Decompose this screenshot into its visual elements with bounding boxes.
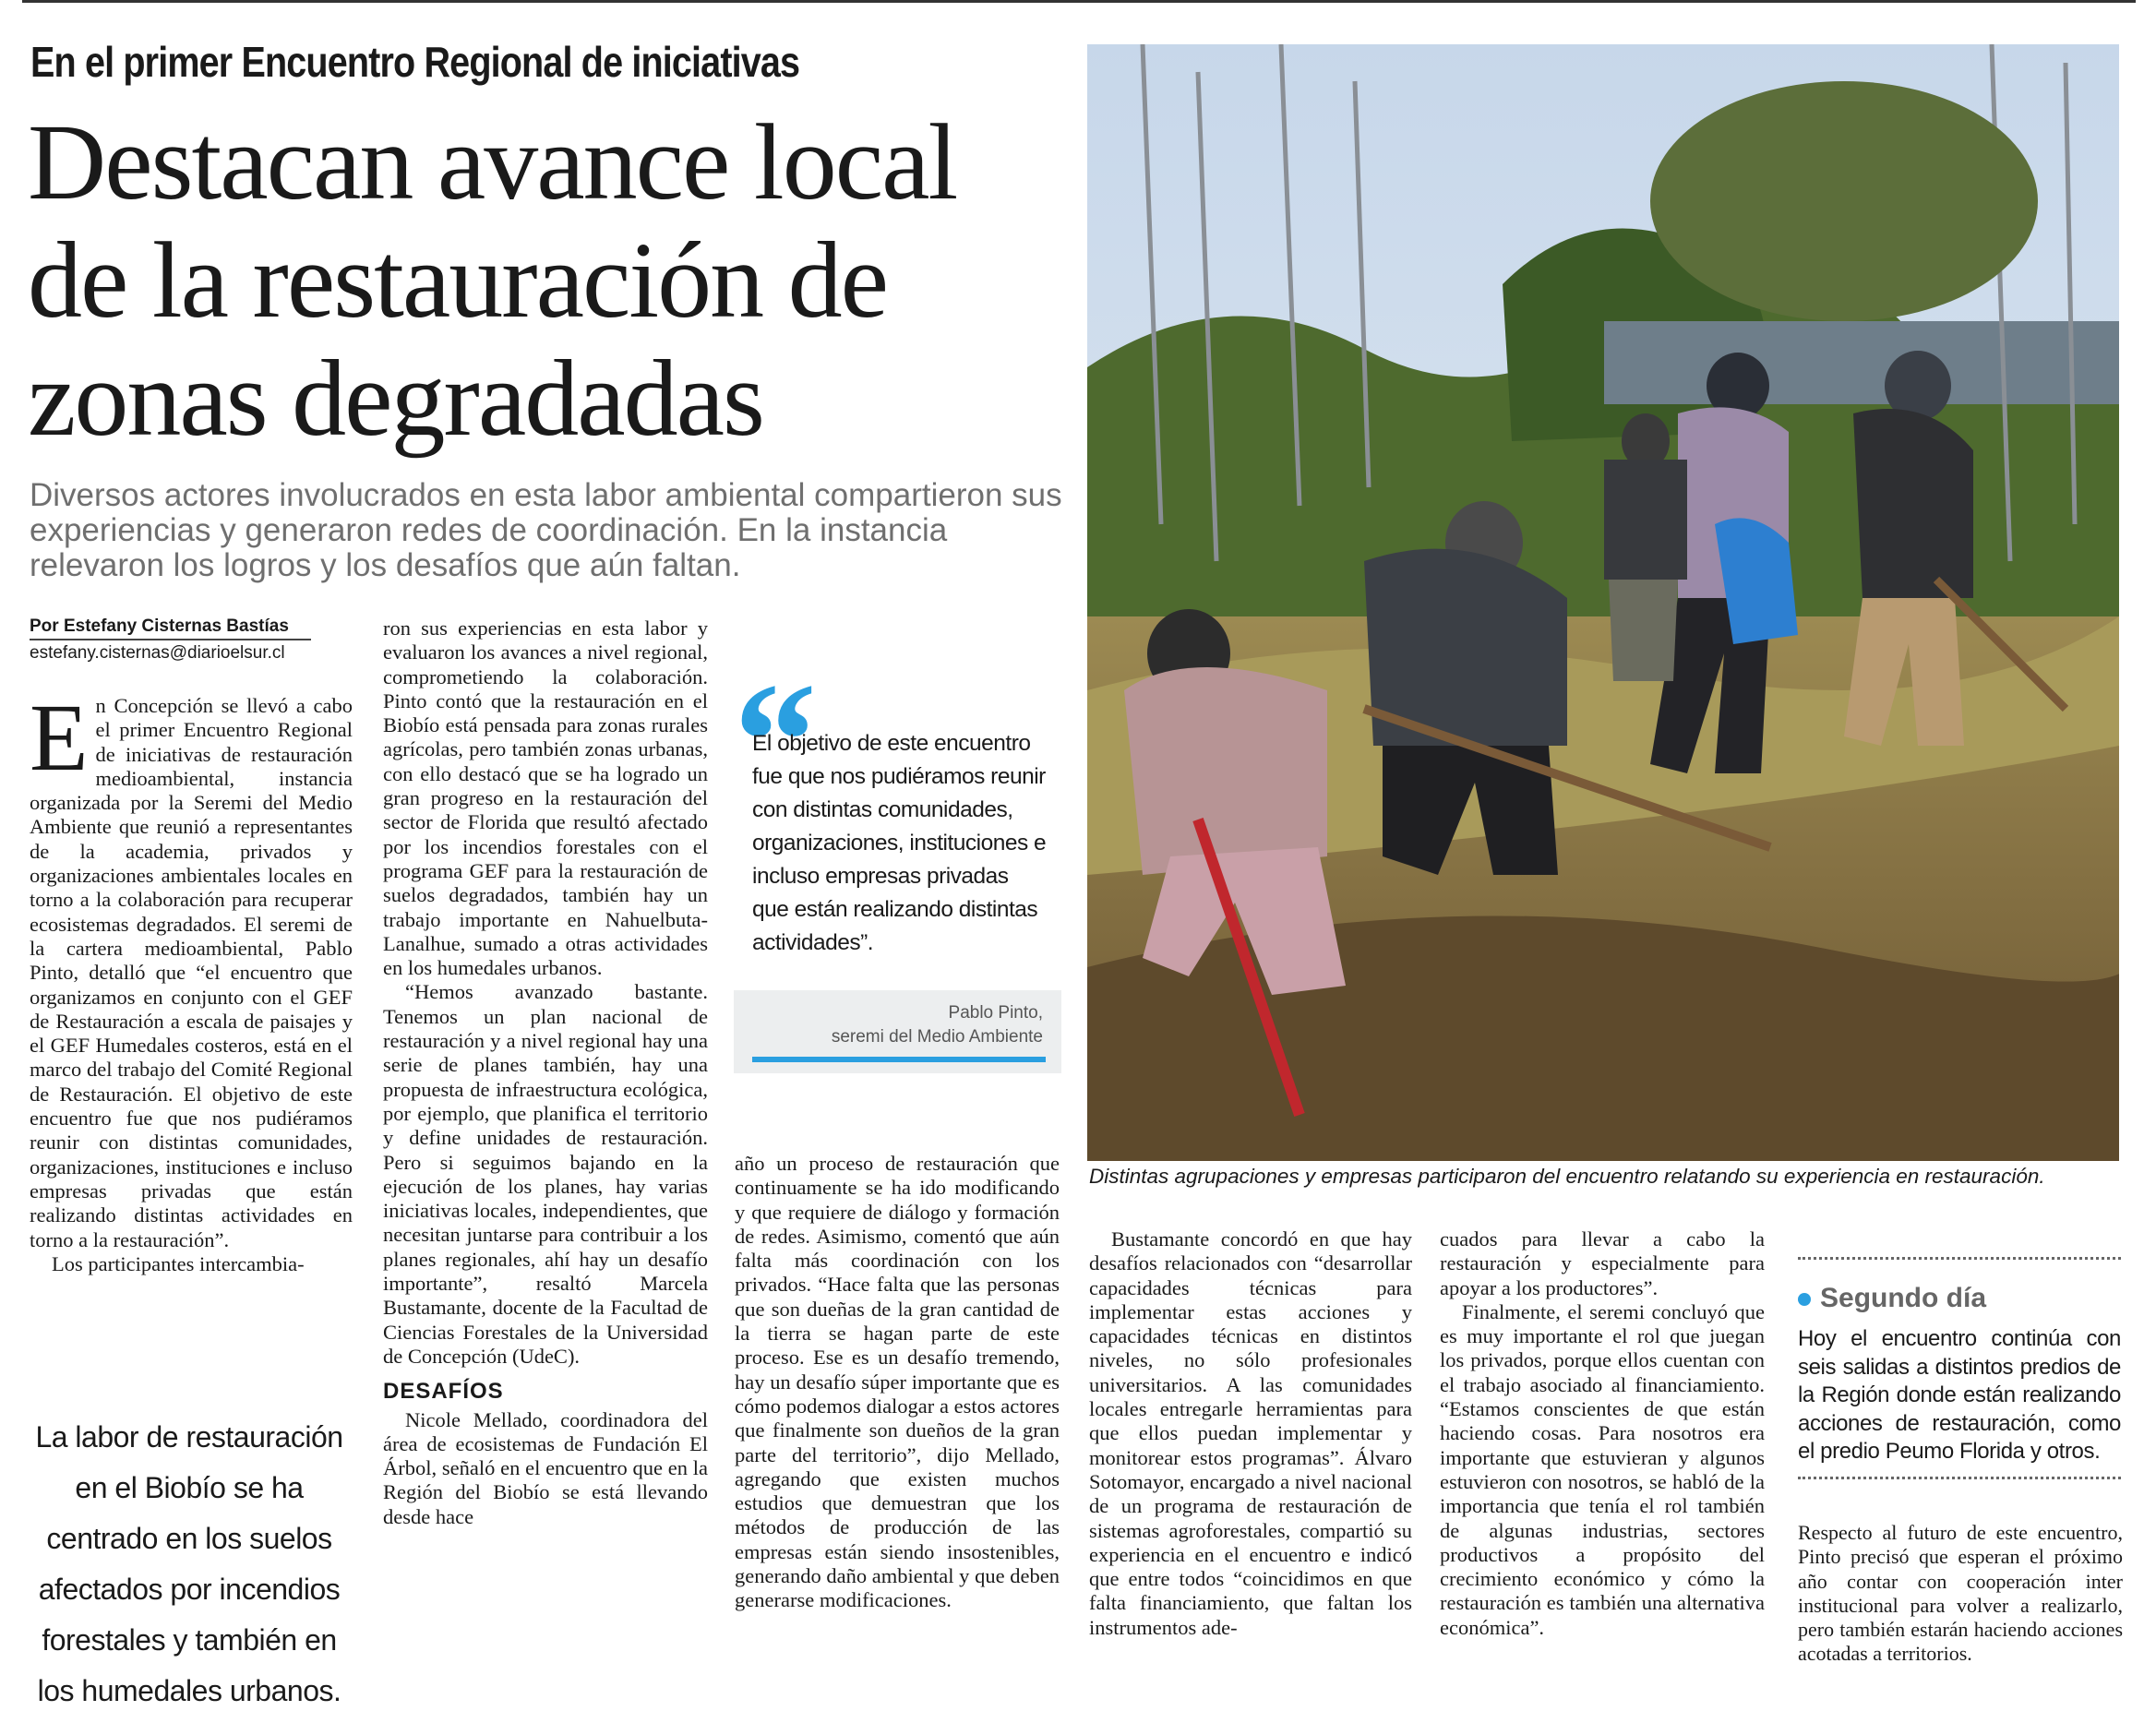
column-1 <box>30 685 353 1276</box>
headline: Destacan avance local de la restauración de zonas degradadas <box>28 102 957 459</box>
body-text: n Concepción se llevó a cabo el primer Encuentro Regional de iniciativas de restauración medioambiental, instancia organizada por la Seremi del Medio Ambiente que reunió a representantes de la academia, privados y organizaciones ambientales locales en torno a la colaboración para recuperar ecosistemas degradados. El seremi de la cartera medioambiental, Pablo Pinto, detalló que “el encuentro que organizamos en conjunto con el GEF de Restauración a escala de paisajes y el GEF Humedales costeros, está en el marco del trabajo del Comité Regional de Restauración. El objetivo de este encuentro fue que nos pudiéramos reunir con distintas comunidades, organizaciones, instituciones e incluso empresas privadas que están realizando distintas actividades en torno a la restauración”. <box>30 694 353 1251</box>
body-text: Bustamante concordó en que hay desafíos relacionados con “desarrollar capacidades técnicas para implementar estas acciones y capacidades técnicas en distintos niveles, no sólo profesionales universitarios. A las comunidades locales entregarle herramientas para que ellos puedan implementar y monitorear estos programas”. Álvaro Sotomayor, encargado a nivel nacional de un programa de restauración de sistemas agroforestales, compartió su experiencia en el encuentro e indicó que entre todos “coincidimos en que falta financiamiento, que faltan los instrumentos ade- <box>1089 1227 1412 1639</box>
byline-name: Por Estefany Cisternas Bastías <box>30 616 311 640</box>
body-text: ron sus experiencias en esta labor y evaluaron los avances a nivel regional, comprometiendo la colaboración. Pinto contó que la restauración en el Biobío está pensada para zonas rurales agrícolas, pero también zonas urbanas, con ello destacó que se ha logrado un gran progreso en la restauración del sector de Florida que resultó afectado por los incendios forestales con el programa GEF para la restauración de suelos degradados, también hay un trabajo importante en Nahuelbuta-Lanalhue, sumado a otras actividades en los humedales urbanos. <box>383 616 708 980</box>
deck: Diversos actores involucrados en esta labor ambiental compartieron sus experiencias y generaron redes de coordinación. En la instancia relevaron los logros y los desafíos que aún faltan. <box>30 477 1062 583</box>
top-rule <box>22 0 2136 3</box>
photo-restoration-workers <box>1087 44 2119 1161</box>
subhead-desafios: DESAFÍOS <box>383 1379 504 1405</box>
sidebar-rule-top <box>1798 1257 2121 1260</box>
column-6 <box>1798 1521 2123 1667</box>
photo-illustration <box>1087 44 2119 1161</box>
body-text: Finalmente, el seremi concluyó que es muy importante el rol que juegan los privados, porque ellos cuentan con el trabajo asociado al financiamiento. “Estamos conscientes de que están haciendo cosas. Para nosotros era importante que estuvieran y algunos estuvieron con nosotros, se habló de la importancia que tenía el rol también de algunas industrias, sectores productivos a propósito del crecimiento económico y cómo la restauración es también una alternativa económica”. <box>1440 1299 1765 1639</box>
body-text: año un proceso de restauración que continuamente se ha ido modificando y que requiere de diálogo y formación de redes. Asimismo, comentó que aún falta más coordinación con los privados. “Hace falta que las personas que son dueñas de la gran cantidad de la tierra se hagan parte de este proceso. Ese es un desafío tremendo, hay un desafío súper importante que es cómo podemos dialogar a estos actores que finalmente son dueños de la gran parte del territorio”, dijo Mellado, agregando que existen muchos estudios que demuestran que los métodos de producción de las empresas están siendo insostenibles, generando daño ambiental y que deben generarse modificaciones. <box>735 1152 1060 1612</box>
body-text: Nicole Mellado, coordinadora del área de ecosistemas de Fundación El Árbol, señaló en el encuentro que en la Región del Biobío se está llevando desde hace <box>383 1407 708 1528</box>
drop-cap: E <box>30 685 89 791</box>
column-4 <box>1089 1227 1412 1640</box>
byline <box>30 616 311 664</box>
quote-box <box>734 649 1061 1072</box>
bullet-dot-icon <box>1798 1293 1811 1306</box>
quote-attribution <box>734 990 1061 1073</box>
accent-bar <box>752 1057 1046 1062</box>
column-2 <box>383 616 708 1529</box>
pull-quote: La labor de restauración en el Biobío se ha centrado en los suelos afectados por incendios forestales y también en los humedales urbanos. <box>35 1420 343 1707</box>
quote-text: El objetivo de este encuentro fue que nos pudiéramos reunir con distintas comunidades, organizaciones, instituciones e incluso empresas privadas que están realizando distintas actividades”. <box>752 731 1047 955</box>
quote-author: Pablo Pinto, <box>948 1003 1043 1023</box>
kicker: En el primer Encuentro Regional de iniciativas <box>30 38 800 86</box>
body-text: “Hemos avanzado bastante. Tenemos un plan nacional de restauración y a nivel regional hay una serie de planes también, hay una propuesta de infraestructura ecológica, por ejemplo, que planifica el territorio y define unidades de restauración. Pero si seguimos bajando en la ejecución de los planes, hay varias iniciativas locales, independientes, que necesitan juntarse para contribuir a los planes regionales, ahí hay un desafío importante”, resaltó Marcela Bustamante, docente de la Facultad de Ciencias Forestales de la Universidad de Concepción (UdeC). <box>383 980 708 1368</box>
photo-caption: Distintas agrupaciones y empresas participaron del encuentro relatando su experiencia en restauración. <box>1089 1165 2045 1188</box>
quote-mark-icon: “ <box>734 649 817 832</box>
sidebar-rule-bottom <box>1798 1477 2121 1479</box>
sidebar-text: Hoy el encuentro continúa con seis salidas a distintos predios de la Región donde están realizando acciones de restauración, como el predio Peumo Florida y otros. <box>1798 1326 2121 1464</box>
column-3 <box>735 1152 1060 1613</box>
sidebar-title-text: Segundo día <box>1820 1283 1986 1313</box>
column-5 <box>1440 1227 1765 1640</box>
sidebar-title <box>1798 1283 1986 1314</box>
body-text: Respecto al futuro de este encuentro, Pinto precisó que esperan el próximo año contar con cooperación inter institucional para volver a realizarlo, pero también estarán haciendo acciones acotadas a territorios. <box>1798 1521 2123 1666</box>
byline-email[interactable]: estefany.cisternas@diarioelsur.cl <box>30 643 285 663</box>
body-text: cuados para llevar a cabo la restauración y especialmente para apoyar a los productores”. <box>1440 1227 1765 1299</box>
body-text: Los participantes intercambia- <box>52 1251 305 1275</box>
quote-role: seremi del Medio Ambiente <box>831 1027 1043 1047</box>
